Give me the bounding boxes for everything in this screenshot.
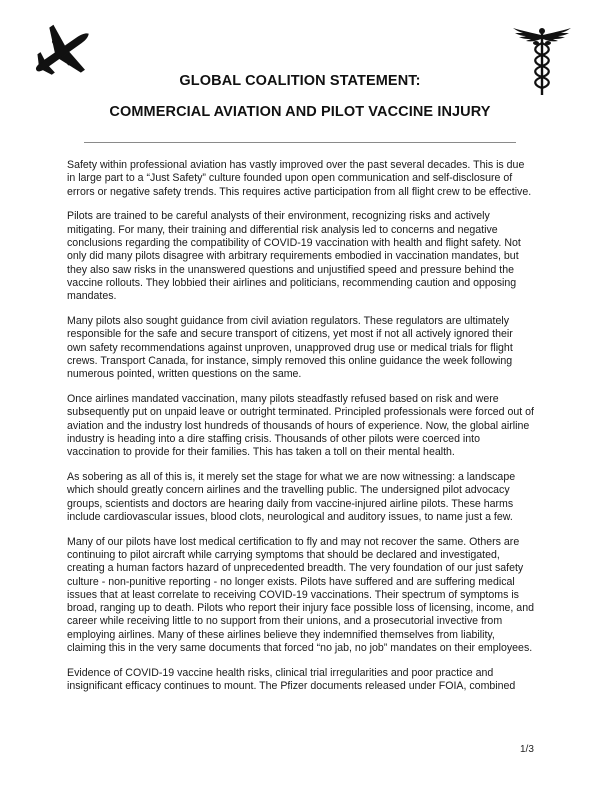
divider: [84, 142, 516, 143]
page-number: 1/3: [520, 744, 534, 755]
paragraph: Many pilots also sought guidance from civil aviation regulators. These regulators are ultimately responsible for the safe and secure transport of citizens, yet most if not all actively ignored their own safety recommendations against unproven, unapproved drug use or medical trials for flight crews. Transport Canada, for instance, simply removed this online guidance the week following numerous pointed, written questions on the same.: [67, 314, 513, 381]
paragraph: Pilots are trained to be careful analysts of their environment, recognizing risks and actively mitigating. For many, their training and differential risk analysis led to concerns and negative conclusions regarding the compatibility of COVID-19 vaccination with health and flight safety. Not only did many pilots disagree with arbitrary requirements embodied in vaccination mandates, but they also saw risks in the unanswered questions and unjustified speed and pressure behind the vaccine rollouts. They lobbied their airlines and politicians, recommending caution and opposing mandates.: [67, 210, 521, 303]
body-text: [67, 159, 535, 705]
paragraph: Once airlines mandated vaccination, many pilots steadfastly refused based on risk and were subsequently put on unpaid leave or outright terminated. Principled professionals were forced out of aviation and the industry lost hundreds of thousands of hours of experience. Now, the global airline industry is heading into a dire staffing crisis. Thousands of other pilots were coerced into vaccination to provide for their families. This has taken a toll on their mental health.: [67, 392, 534, 459]
paragraph: Many of our pilots have lost medical certification to fly and may not recover the same. Others are continuing to pilot aircraft while carrying symptoms that should be declared and investigated, creating a human factors hazard of unprecedented breadth. The very foundation of our just safety culture - non-punitive reporting - no longer exists. Pilots have suffered and are suffering medical issues that at least correlate to receiving COVID-19 vaccinations. Their spectrum of symptoms is broad, ranging up to death. Pilots who report their injury face possible loss of licensing, income, and career while receiving little to no support from their unions, and a prosecutorial invective from employing airlines. Many of these airlines believe they indemnified themselves from liability, claiming this in the very same documents that forced “no jab, no job” mandates on their employees.: [67, 535, 534, 654]
paragraph: As sobering as all of this is, it merely set the stage for what we are now witnessing: a landscape which should greatly concern airlines and the travelling public. The undersigned pilot advocacy groups, scientists and doctors are hearing daily from vaccine-injured airline pilots. These harms include cardiovascular issues, blood clots, neurological and auditory issues, to name just a few.: [67, 470, 516, 523]
paragraph: Evidence of COVID-19 vaccine health risks, clinical trial irregularities and poor practice and insignificant efficacy continues to mount. The Pfizer documents released under FOIA, combined: [67, 666, 516, 693]
paragraph: Safety within professional aviation has vastly improved over the past several decades. This is due in large part to a “Just Safety” culture founded upon open communication and self-disclosure of errors or negative safety trends. This requires active participation from all flight crew to be effective.: [67, 159, 532, 198]
title-line-2: COMMERCIAL AVIATION AND PILOT VACCINE INJURY: [109, 104, 491, 120]
title-line-1: GLOBAL COALITION STATEMENT:: [179, 73, 421, 89]
